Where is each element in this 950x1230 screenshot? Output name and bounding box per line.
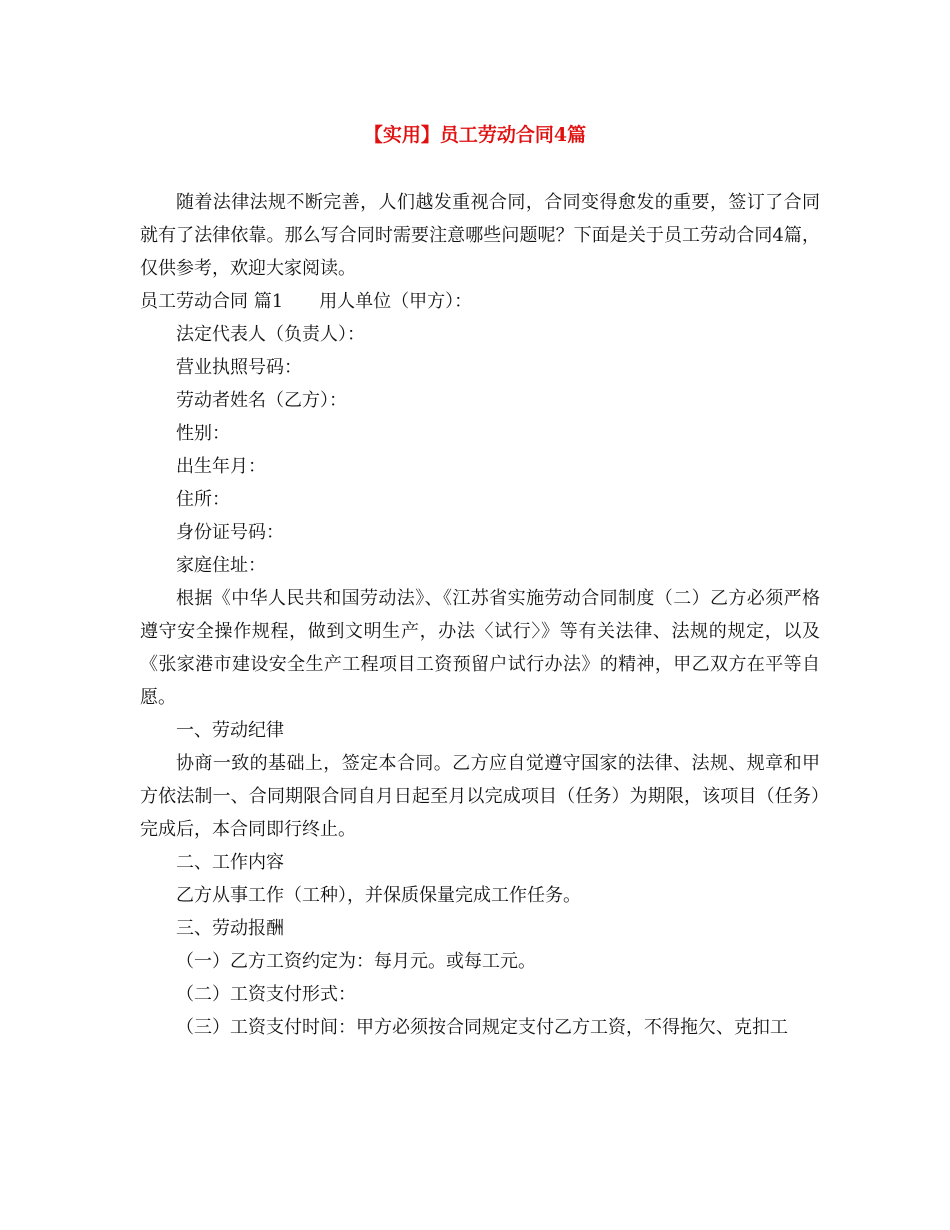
field-id-number: 身份证号码： [176, 522, 284, 543]
clause-3-item-1: （一）乙方工资约定为：每月元。或每工元。 [176, 951, 536, 972]
field-home-address: 家庭住址： [176, 555, 266, 576]
field-birth-date: 出生年月： [176, 456, 266, 477]
field-residence: 住所： [176, 489, 230, 510]
clause-3-heading: 三、劳动报酬 [176, 918, 284, 939]
document-body [140, 186, 820, 1044]
clause-2-text: 乙方从事工作（工种），并保质保量完成工作任务。 [176, 885, 581, 906]
clause-3-item-2: （二）工资支付形式： [176, 984, 356, 1005]
clause-2-heading: 二、工作内容 [176, 852, 284, 873]
field-legal-representative: 法定代表人（负责人）： [176, 324, 365, 345]
clause-1-heading: 一、劳动纪律 [176, 720, 284, 741]
clause-1-text: 协商一致的基础上，签定本合同。乙方应自觉遵守国家的法律、法规、规章和甲方依法制一、合同期限合同自月日起至月以完成项目（任务）为期限，该项目（任务）完成后，本合同即行终止。 [140, 753, 820, 840]
intro-paragraph: 随着法律法规不断完善，人们越发重视合同，合同变得愈发的重要，签订了合同就有了法律依靠。那么写合同时需要注意哪些问题呢？下面是关于员工劳动合同4篇，仅供参考，欢迎大家阅读。 [140, 192, 820, 279]
section-1-line [140, 285, 820, 318]
section-1-heading: 员工劳动合同 篇1 [140, 291, 284, 312]
employer-label: 用人单位（甲方）： [319, 291, 473, 312]
document-title: 【实用】员工劳动合同4篇 [363, 124, 587, 146]
field-employee-name: 劳动者姓名（乙方）： [176, 390, 347, 411]
field-gender: 性别： [176, 423, 230, 444]
field-business-license: 营业执照号码： [176, 357, 302, 378]
basis-paragraph: 根据《中华人民共和国劳动法》、《江苏省实施劳动合同制度（二）乙方必须严格遵守安全操作规程，做到文明生产，办法〈试行〉》等有关法律、法规的规定，以及《张家港市建设安全生产工程项目工资预留户试行办法》的精神，甲乙双方在平等自愿。 [140, 588, 820, 708]
clause-3-item-3: （三）工资支付时间：甲方必须按合同规定支付乙方工资，不得拖欠、克扣工 [176, 1017, 788, 1038]
